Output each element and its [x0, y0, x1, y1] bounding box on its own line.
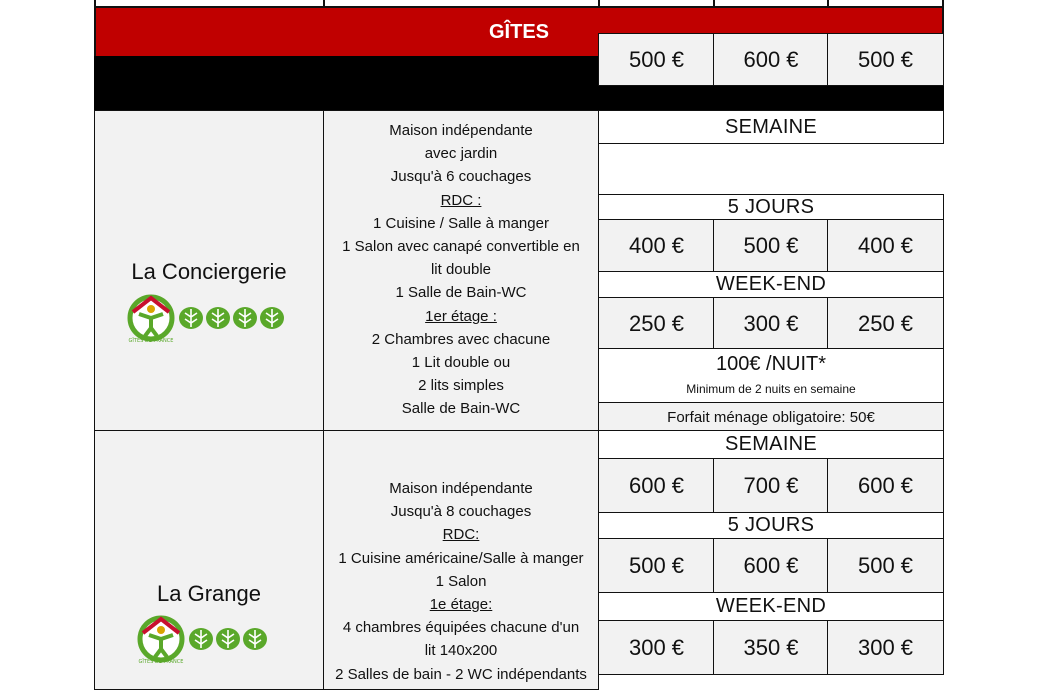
gite-name-cell: [94, 430, 324, 690]
description-line: 1 Salle de Bain-WC: [395, 284, 527, 302]
price-cell: 700 €: [713, 458, 829, 513]
nightly-rate-cell: [598, 348, 944, 404]
description-subheading: RDC:: [442, 526, 480, 544]
description-line: Jusqu'à 8 couchages: [390, 503, 532, 521]
price-cell: 350 €: [713, 620, 829, 675]
rate-period-header: 5 JOURS: [598, 512, 944, 539]
description-line: Salle de Bain-WC: [401, 400, 521, 418]
rate-period-header: 5 JOURS: [598, 194, 944, 220]
gite-name-cell: [94, 110, 324, 431]
top-cell-1: [94, 0, 325, 8]
top-cell-2: [323, 0, 600, 8]
rate-period-header: SEMAINE: [598, 430, 944, 459]
rate-period-header: WEEK-END: [598, 592, 944, 621]
description-line: 2 Salles de bain - 2 WC indépendants: [335, 665, 587, 683]
price-cell: 600 €: [598, 458, 715, 513]
nightly-price: 100€ /NUIT*: [715, 353, 827, 375]
description-line: lit double: [430, 261, 492, 279]
price-cell: 500 €: [827, 538, 944, 593]
gite-name: La Conciergerie: [131, 259, 287, 284]
nightly-note: Minimum de 2 nuits en semaine: [686, 382, 856, 396]
top-cell-4: [713, 0, 829, 8]
price-cell: 250 €: [598, 297, 715, 350]
description-line: 4 chambres équipées chacune d'un: [342, 619, 580, 637]
price-cell: 250 €: [827, 297, 944, 350]
price-cell: 500 €: [598, 33, 715, 86]
gite-description: [324, 477, 598, 686]
price-cell: 600 €: [713, 33, 829, 86]
description-line: 1 Cuisine américaine/Salle à manger: [338, 549, 584, 567]
price-cell: 300 €: [598, 620, 715, 675]
price-cell: 300 €: [713, 297, 829, 350]
top-cell-5: [827, 0, 944, 8]
price-cell: 600 €: [827, 458, 944, 513]
svg-text:GÎTES DE FRANCE: GÎTES DE FRANCE: [138, 659, 184, 665]
description-line: 1 Cuisine / Salle à manger: [373, 214, 549, 232]
price-cell: 400 €: [598, 219, 715, 272]
rate-period-header: WEEK-END: [598, 271, 944, 298]
gite-description-cell: [323, 110, 599, 431]
price-cell: 600 €: [713, 538, 829, 593]
gites-de-france-logo: [135, 615, 278, 670]
price-cell: 300 €: [827, 620, 944, 675]
gite-description-cell: [323, 430, 599, 690]
description-line: Maison indépendante: [389, 122, 533, 139]
top-cell-3: [598, 0, 715, 8]
gite-description: [324, 119, 598, 421]
description-line: 2 lits simples: [418, 377, 504, 395]
price-sheet: [94, 0, 944, 683]
cleaning-fee: Forfait ménage obligatoire: 50€: [598, 402, 944, 432]
rate-period-header: SEMAINE: [598, 110, 944, 144]
description-line: 2 Chambres avec chacune: [371, 330, 551, 348]
description-line: 1 Salon avec canapé convertible en: [342, 238, 580, 256]
description-line: avec jardin: [424, 145, 498, 163]
price-cell: 500 €: [598, 538, 715, 593]
description-subheading: 1e étage:: [429, 596, 493, 614]
gite-name: La Grange: [157, 581, 261, 606]
description-line: Maison indépendante: [389, 480, 533, 497]
description-line: 1 Lit double ou: [411, 354, 511, 372]
description-line: Jusqu'à 6 couchages: [390, 168, 532, 186]
section-title: GÎTES: [488, 20, 549, 43]
description-subheading: 1er étage :: [425, 307, 497, 325]
price-cell: 500 €: [827, 33, 944, 86]
gites-de-france-logo: [125, 294, 295, 349]
description-line: 1 Salon: [435, 572, 487, 590]
svg-text:GÎTES DE FRANCE: GÎTES DE FRANCE: [128, 338, 174, 344]
description-line: lit 140x200: [424, 642, 498, 660]
price-cell: 500 €: [713, 219, 829, 272]
price-cell: 400 €: [827, 219, 944, 272]
description-subheading: RDC :: [440, 191, 482, 209]
